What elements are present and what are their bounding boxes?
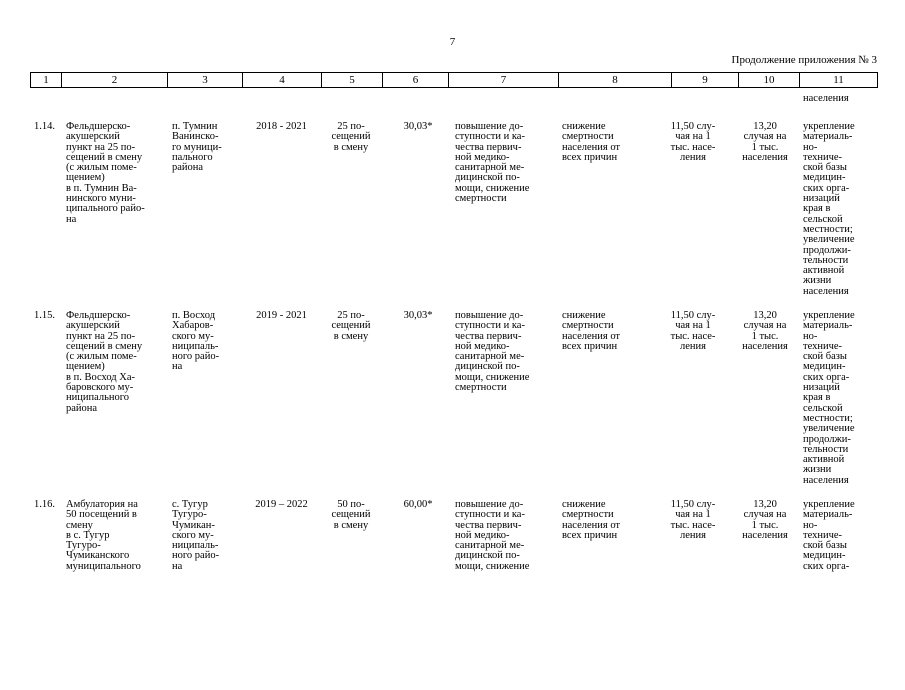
object-name-line: щением): [66, 361, 105, 373]
result-line: сельской: [803, 213, 843, 225]
result-line: ских орга-: [803, 182, 850, 194]
result-line: тельности: [803, 443, 849, 455]
result-line: укрепление: [803, 121, 855, 132]
result-line: медицин-: [803, 550, 846, 562]
value-after-line: случая на: [743, 131, 787, 143]
location-line: района: [172, 162, 204, 174]
result-cell: [803, 500, 855, 572]
effect-line: снижение: [562, 499, 606, 510]
effect-line: населения от: [562, 141, 621, 153]
goal-line: дицинской по-: [455, 550, 520, 562]
period-line: 2019 - 2021: [256, 310, 307, 321]
capacity-line: 25 по-: [337, 310, 365, 321]
object-name-line: акушерский: [66, 320, 120, 332]
header-col-8: 8: [559, 73, 672, 87]
result-line: но-: [803, 519, 818, 531]
header-col-6: 6: [383, 73, 449, 87]
location-line: ниципаль-: [172, 340, 219, 352]
capacity-line: 25 по-: [337, 121, 365, 132]
result-line: продолжи-: [803, 244, 851, 256]
value-before-line: тыс. насе-: [670, 519, 716, 531]
result-line: активной: [803, 265, 845, 277]
goal-line: мощи, снижение: [455, 182, 530, 194]
object-name-line: (с жилым поме-: [66, 162, 137, 174]
effect-line: населения от: [562, 519, 621, 531]
result-line: ской базы: [803, 162, 847, 174]
effect-line: снижение: [562, 310, 606, 321]
value-after-line: случая на: [743, 509, 787, 521]
effect-line: смертности: [562, 509, 614, 521]
object-name-line: Чумиканского: [66, 550, 130, 562]
capacity-cell: [320, 500, 382, 531]
cost-line: 30,03*: [403, 121, 433, 132]
result-line: населения: [803, 474, 849, 486]
object-name-line: пункт на 25 по-: [66, 330, 136, 342]
capacity-line: сещений: [331, 509, 371, 521]
goal-line: санитарной ме-: [455, 162, 525, 174]
object-name-cell: [66, 311, 142, 414]
result-line: активной: [803, 454, 845, 466]
header-col-1: 1: [31, 73, 62, 87]
result-cell: [803, 122, 855, 297]
effect-line: всех причин: [562, 529, 618, 541]
value-after-line: населения: [742, 151, 788, 163]
table-row: [0, 500, 905, 690]
object-name-line: в п. Тумнин Ва-: [66, 182, 137, 194]
result-line: укрепление: [803, 310, 855, 321]
value-after-line: 13,20: [753, 310, 777, 321]
capacity-line: 50 по-: [337, 499, 365, 510]
object-name-line: 50 посещений в: [66, 509, 137, 521]
effect-line: населения от: [562, 330, 621, 342]
location-line: ного райо-: [172, 351, 220, 363]
goal-line: ступности и ка-: [455, 320, 525, 332]
value-before-line: чая на 1: [675, 509, 711, 521]
result-line: медицин-: [803, 172, 846, 184]
header-col-11: 11: [833, 74, 844, 86]
object-name-line: пункт на 25 по-: [66, 141, 136, 153]
row-number-line: 1.16.: [34, 499, 55, 510]
location-line: пального: [172, 151, 213, 163]
result-line: укрепление: [803, 499, 855, 510]
value-after-cell: [734, 122, 796, 163]
header-col-4: 4: [243, 73, 322, 87]
effect-line: всех причин: [562, 151, 618, 163]
value-before-cell: [663, 122, 723, 163]
object-name-line: Фельдшерско-: [66, 310, 131, 321]
object-name-line: акушерский: [66, 131, 120, 143]
result-line: материаль-: [803, 509, 853, 521]
capacity-cell: [320, 122, 382, 153]
effect-cell: [562, 311, 620, 352]
location-line: п. Тумнин: [172, 121, 218, 132]
location-line: с. Тугур: [172, 499, 208, 510]
value-before-line: 11,50 слу-: [670, 310, 716, 321]
value-before-line: тыс. насе-: [670, 141, 716, 153]
row-number-line: 1.14.: [34, 121, 55, 132]
value-before-line: тыс. насе-: [670, 330, 716, 342]
location-line: п. Восход: [172, 310, 216, 321]
object-name-line: нинского муни-: [66, 193, 136, 205]
object-name-line: в с. Тугур: [66, 529, 110, 541]
period-cell: [242, 311, 321, 321]
result-line: жизни: [803, 464, 832, 476]
location-cell: [172, 311, 219, 373]
result-line: жизни: [803, 275, 832, 287]
location-line: Ванинско-: [172, 131, 219, 143]
value-before-line: ления: [680, 529, 706, 541]
value-after-line: случая на: [743, 320, 787, 332]
effect-line: смертности: [562, 320, 614, 332]
goal-line: санитарной ме-: [455, 540, 525, 552]
value-before-line: ления: [680, 151, 706, 163]
result-line: увеличение: [803, 423, 855, 435]
value-before-line: 11,50 слу-: [670, 499, 716, 510]
value-after-line: населения: [742, 529, 788, 541]
value-after-line: населения: [742, 340, 788, 352]
period-cell: [242, 500, 321, 510]
cost-cell: [388, 311, 448, 321]
effect-line: всех причин: [562, 340, 618, 352]
goal-line: смертности: [455, 193, 507, 205]
location-cell: [172, 500, 219, 572]
object-name-line: сещений в смену: [66, 151, 143, 163]
object-name-line: района: [66, 402, 98, 414]
result-line: материаль-: [803, 320, 853, 332]
header-col-7: 7: [449, 73, 559, 87]
value-before-line: чая на 1: [675, 131, 711, 143]
result-line: ских орга-: [803, 371, 850, 383]
value-after-cell: [734, 311, 796, 352]
goal-cell: [455, 122, 529, 204]
value-after-cell: [734, 500, 796, 541]
capacity-line: сещений: [331, 131, 371, 143]
result-line: техниче-: [803, 529, 843, 541]
value-after-line: 1 тыс.: [751, 330, 779, 342]
object-name-line: ципального райо-: [66, 203, 145, 215]
object-name-line: щением): [66, 172, 105, 184]
location-line: на: [172, 361, 183, 373]
result-line: местности;: [803, 412, 853, 424]
goal-line: мощи, снижение: [455, 371, 530, 383]
result-line: ской базы: [803, 351, 847, 363]
capacity-line: сещений: [331, 320, 371, 332]
location-line: го муници-: [172, 141, 222, 153]
value-before-line: 11,50 слу-: [670, 121, 716, 132]
cost-line: 30,03*: [403, 310, 433, 321]
goal-line: чества первич-: [455, 519, 522, 531]
value-after-line: 13,20: [753, 499, 777, 510]
object-name-line: ниципального: [66, 392, 130, 404]
result-line: тельности: [803, 254, 849, 266]
capacity-line: в смену: [333, 519, 369, 531]
result-line: сельской: [803, 402, 843, 414]
result-line: увеличение: [803, 234, 855, 246]
capacity-line: в смену: [333, 330, 369, 342]
value-after-line: 1 тыс.: [751, 519, 779, 531]
table-header: [30, 72, 878, 88]
table-row: [0, 311, 905, 501]
object-name-cell: [66, 122, 145, 225]
goal-line: ной медико-: [455, 340, 510, 352]
value-after-line: 13,20: [753, 121, 777, 132]
result-line: края в: [803, 392, 831, 404]
object-name-line: баровского му-: [66, 382, 134, 394]
location-line: на: [172, 560, 183, 572]
row-number-cell: [34, 311, 55, 321]
result-line: местности;: [803, 223, 853, 235]
result-line: населения: [803, 285, 849, 297]
object-name-line: Амбулатория на: [66, 499, 138, 510]
goal-line: дицинской по-: [455, 172, 520, 184]
goal-cell: [455, 500, 529, 572]
value-before-cell: [663, 500, 723, 541]
result-line: но-: [803, 141, 818, 153]
goal-line: повышение до-: [455, 499, 524, 510]
result-line: материаль-: [803, 131, 853, 143]
goal-line: дицинской по-: [455, 361, 520, 373]
result-line: медицин-: [803, 361, 846, 373]
goal-line: ной медико-: [455, 151, 510, 163]
goal-line: чества первич-: [455, 141, 522, 153]
effect-line: снижение: [562, 121, 606, 132]
location-line: Хабаров-: [172, 320, 214, 332]
result-line: низаций: [803, 382, 840, 394]
object-name-line: на: [66, 213, 77, 225]
header-col-9: 9: [672, 73, 739, 87]
object-name-line: (с жилым поме-: [66, 351, 137, 363]
goal-line: повышение до-: [455, 310, 524, 321]
goal-line: смертности: [455, 382, 507, 394]
value-before-cell: [663, 311, 723, 352]
header-col-10: 10: [739, 73, 800, 87]
period-line: 2019 – 2022: [255, 499, 308, 510]
effect-line: смертности: [562, 131, 614, 143]
object-name-line: Фельдшерско-: [66, 121, 131, 132]
table-row: [0, 122, 905, 312]
object-name-line: Тугуро-: [66, 540, 101, 552]
location-line: ниципаль-: [172, 540, 219, 552]
value-after-line: 1 тыс.: [751, 141, 779, 153]
location-line: Чумикан-: [172, 519, 215, 531]
carryover-text: населения: [803, 93, 849, 104]
result-cell: [803, 311, 855, 486]
location-line: ского му-: [172, 330, 214, 342]
effect-cell: [562, 122, 620, 163]
goal-cell: [455, 311, 529, 393]
period-cell: [242, 122, 321, 132]
page-number: 7: [449, 36, 456, 48]
value-before-line: чая на 1: [675, 320, 711, 332]
capacity-line: в смену: [333, 141, 369, 153]
result-line: края в: [803, 203, 831, 215]
object-name-line: сещений в смену: [66, 340, 143, 352]
goal-line: ной медико-: [455, 529, 510, 541]
object-name-line: смену: [66, 519, 93, 531]
object-name-line: муниципального: [66, 560, 141, 572]
result-line: техниче-: [803, 151, 843, 163]
result-line: ских орга-: [803, 560, 850, 572]
capacity-cell: [320, 311, 382, 342]
goal-line: мощи, снижение: [455, 560, 530, 572]
location-cell: [172, 122, 222, 173]
result-line: продолжи-: [803, 433, 851, 445]
header-col-2: 2: [62, 73, 168, 87]
result-line: низаций: [803, 193, 840, 205]
value-before-line: ления: [680, 340, 706, 352]
location-line: Тугуро-: [172, 509, 207, 521]
goal-line: санитарной ме-: [455, 351, 525, 363]
cost-cell: [388, 122, 448, 132]
cost-line: 60,00*: [403, 499, 433, 510]
result-line: ской базы: [803, 540, 847, 552]
row-number-line: 1.15.: [34, 310, 55, 321]
cost-cell: [388, 500, 448, 510]
period-line: 2018 - 2021: [256, 121, 307, 132]
object-name-line: в п. Восход Ха-: [66, 371, 135, 383]
effect-cell: [562, 500, 620, 541]
continuation-label: Продолжение приложения № 3: [731, 54, 877, 66]
goal-line: повышение до-: [455, 121, 524, 132]
header-col-5: 5: [322, 73, 383, 87]
row-number-cell: [34, 122, 55, 132]
object-name-cell: [66, 500, 141, 572]
goal-line: ступности и ка-: [455, 131, 525, 143]
goal-line: чества первич-: [455, 330, 522, 342]
goal-line: ступности и ка-: [455, 509, 525, 521]
location-line: ного райо-: [172, 550, 220, 562]
location-line: ского му-: [172, 529, 214, 541]
header-col-3: 3: [168, 73, 243, 87]
result-line: но-: [803, 330, 818, 342]
result-line: техниче-: [803, 340, 843, 352]
row-number-cell: [34, 500, 55, 510]
